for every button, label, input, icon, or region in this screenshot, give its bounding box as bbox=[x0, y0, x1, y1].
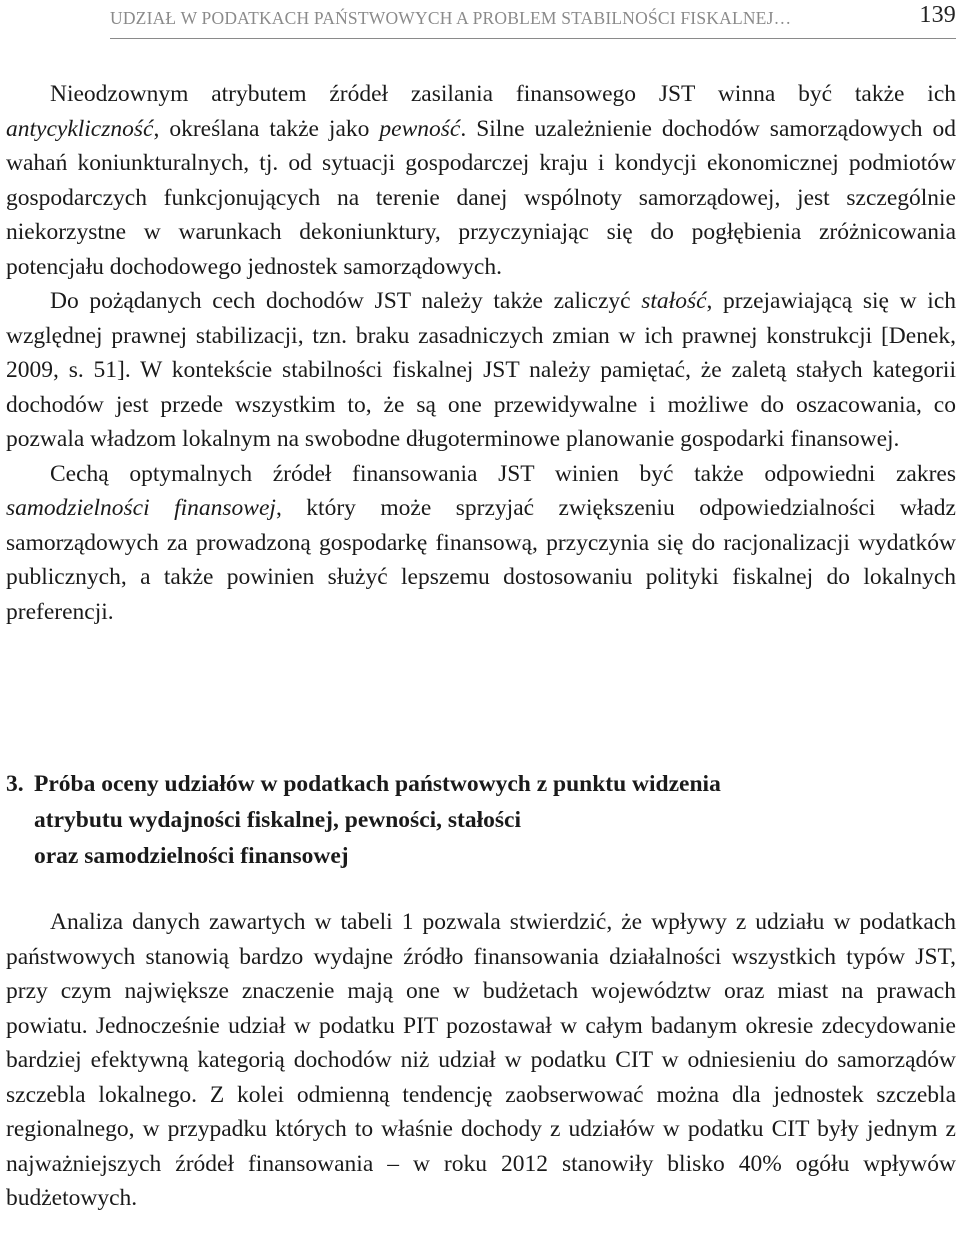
section-heading-line-3: oraz samodzielności finansowej bbox=[34, 843, 349, 869]
paragraph-1-text-c: . Silne uzależnienie dochodów samorządowych od wahań koniunkturalnych, tj. od sytuacji gospodarczej kraju i kondycji ekonomicznej podmiotów gospodarczych funkcjonujących na terenie danej wspólnoty samorządowej, jest szczególnie niekorzystne w warunkach dekoniunktury, przyczyniając się do pogłębienia zróżnicowania potencjału dochodowego jednostek samorządowych. bbox=[6, 115, 956, 280]
body-text-block-1 bbox=[6, 77, 956, 629]
section-heading-line-2: atrybutu wydajności fiskalnej, pewności, stałości bbox=[34, 807, 522, 833]
section-heading-line-1 bbox=[6, 766, 956, 802]
section-heading-text-1: Próba oceny udziałów w podatkach państwowych z punktu widzenia bbox=[34, 771, 721, 797]
section-heading bbox=[6, 766, 956, 874]
page-number: 139 bbox=[919, 2, 956, 28]
paragraph-3-emphasis: samodzielności finansowej bbox=[6, 495, 276, 521]
paragraph-3-text-a: Cechą optymalnych źródeł finansowania JST winien być także odpowiedni zakres bbox=[50, 460, 956, 487]
paragraph-2-text-a: Do pożądanych cech dochodów JST należy także zaliczyć bbox=[50, 288, 642, 314]
paragraph-1-emphasis-a: antycykliczność bbox=[6, 115, 154, 142]
paragraph-1-text-b: , określana także jako bbox=[153, 115, 380, 142]
paragraph-2 bbox=[6, 284, 956, 457]
paragraph-1 bbox=[6, 77, 956, 284]
paragraph-1-emphasis-b: pewność bbox=[379, 115, 461, 142]
running-head-title: UDZIAŁ W PODATKACH PAŃSTWOWYCH A PROBLEM STABILNOŚCI FISKALNEJ… bbox=[110, 8, 792, 28]
body-text-block-2 bbox=[6, 905, 956, 1216]
paragraph-1-text-a: Nieodzownym atrybutem źródeł zasilania finansowego JST winna być także ich bbox=[50, 81, 956, 107]
section-number: 3. bbox=[6, 771, 24, 797]
paragraph-4: Analiza danych zawartych w tabeli 1 pozwala stwierdzić, że wpływy z udziału w podatkach państwowych stanowią bardzo wydajne źródło finansowania działalności wszystkich typów JST, przy czym największe znaczenie mają one w budżetach województw oraz miast na prawach powiatu. Jednocześnie udział w podatku PIT pozostawał w całym badanym okresie zdecydowanie bardziej efektywną kategorią dochodów niż udział w podatku CIT w odniesieniu do samorządów szczebla lokalnego. Z kolei odmienną tendencję zaobserwować można dla jednostek szczebla regionalnego, w przypadku których to właśnie dochody z udziałów w podatku CIT były jednym z najważniejszych źródeł finansowania – w roku 2012 stanowiły blisko 40% ogółu wpływów budżetowych. bbox=[6, 909, 956, 1211]
running-head bbox=[110, 2, 956, 34]
paragraph-3 bbox=[6, 457, 956, 630]
paragraph-2-text-b: , przejawiającą się w ich względnej prawnej stabilizacji, tzn. braku zasadniczych zmian w ich prawnej konstrukcji [Denek, 2009, s. 51]. W kontekście stabilności fiskalnej JST należy pamiętać, że zaletą stałych kategorii dochodów jest przede wszystkim to, że są one przewidywalne i możliwe do oszacowania, co pozwala władzom lokalnym na swobodne długoterminowe planowanie gospodarki finansowej. bbox=[6, 288, 956, 452]
header-rule bbox=[110, 38, 956, 39]
paragraph-2-emphasis: stałość bbox=[641, 288, 707, 314]
paragraph-3-text-b: , który może sprzyjać zwiększeniu odpowiedzialności władz samorządowych za prowadzoną gospodarkę finansową, przyczynia się do racjonalizacji wydatków publicznych, a także powinien służyć lepszemu dostosowaniu polityki fiskalnej do lokalnych preferencji. bbox=[6, 495, 956, 625]
